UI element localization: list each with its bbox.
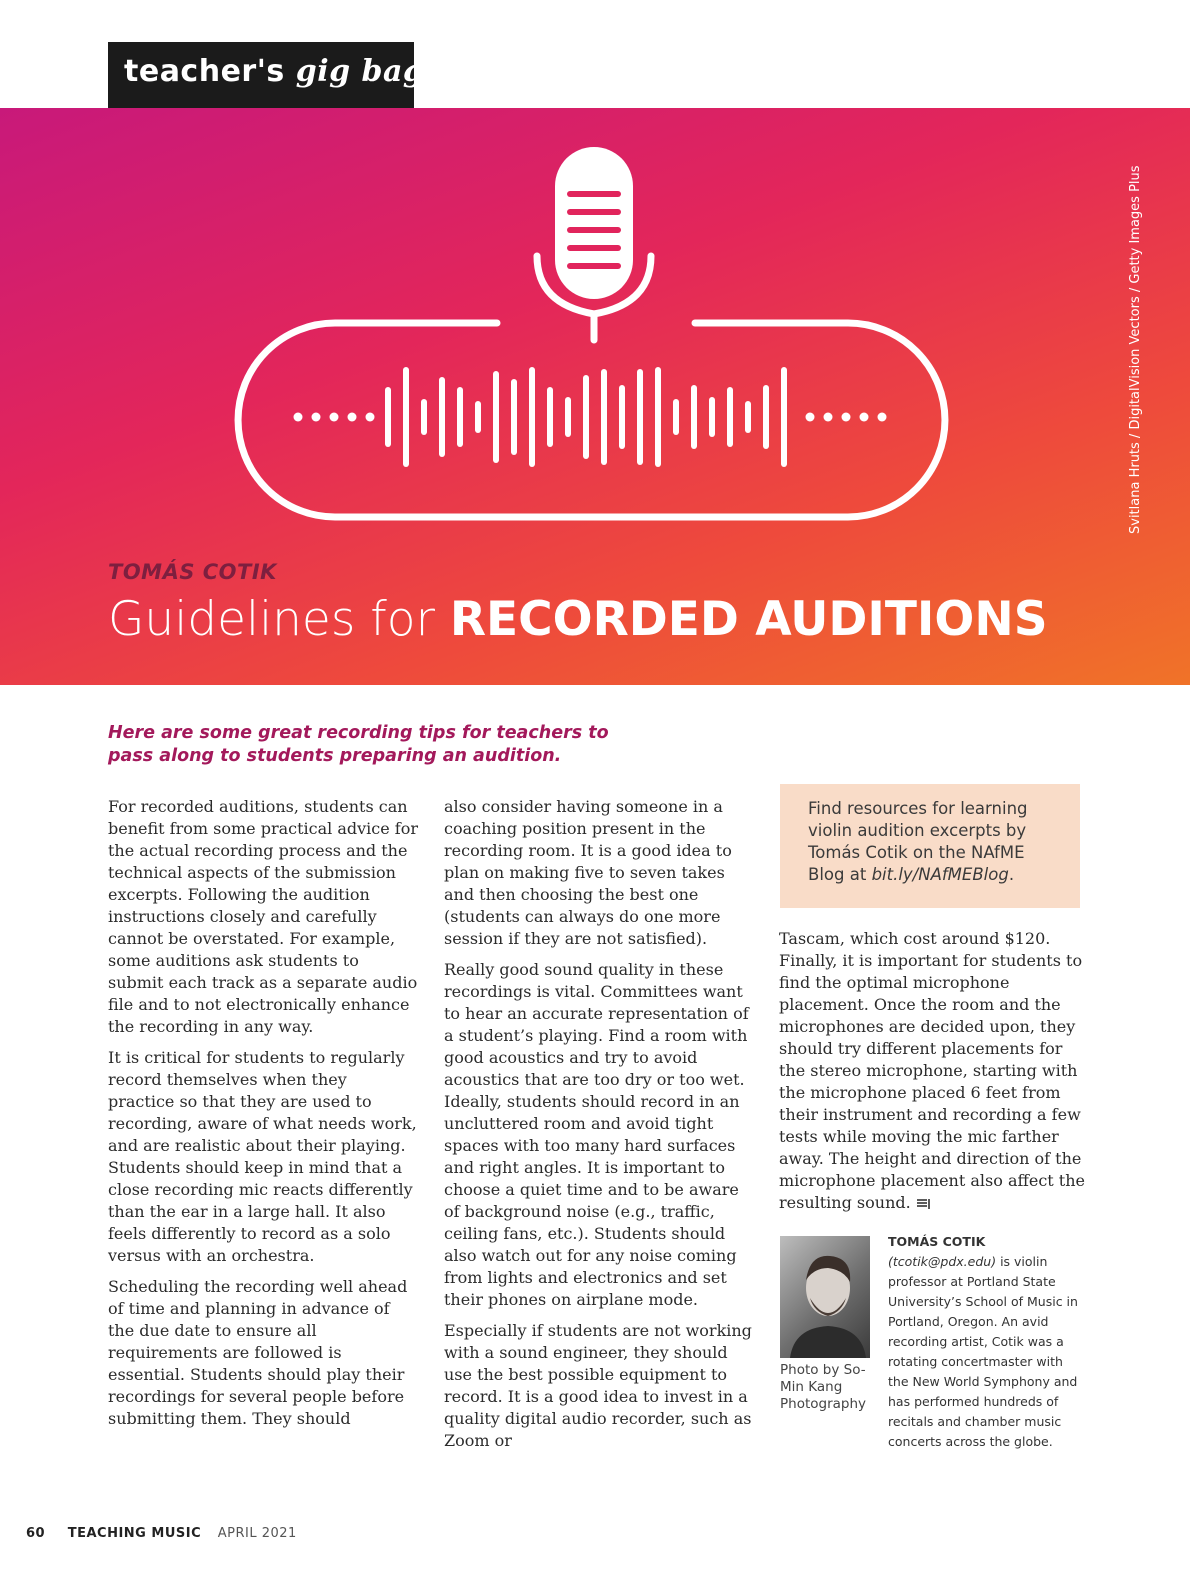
paragraph: Especially if students are not working with a sound engineer, they should use the best possible equipment to record. It is a good idea to invest in a quality digital audio recorder, such as Zoom or	[444, 1321, 752, 1450]
text-column-2	[444, 796, 754, 1461]
text-column-3	[779, 928, 1089, 1223]
author-bio	[888, 1232, 1078, 1452]
author-photo	[780, 1236, 870, 1358]
bio-text: is violin professor at Portland State University’s School of Music in Portland, Oregon. An avid recording artist, Cotik was a rotating concertmaster with the New World Symphony and has performed hundreds of recitals and chamber music concerts across the globe.	[888, 1254, 1078, 1449]
magazine-name: TEACHING MUSIC	[67, 1526, 202, 1541]
bio-email[interactable]: (tcotik@pdx.edu)	[888, 1254, 997, 1269]
article-title-light: Guidelines for	[108, 592, 435, 647]
bio-name: TOMÁS COTIK	[888, 1234, 986, 1249]
author-portrait-icon	[780, 1236, 870, 1358]
article-title	[108, 592, 1048, 647]
paragraph: It is critical for students to regularly record themselves when they practice so that they are used to recording, aware of what needs work, and are realistic about their playing. Students should keep in mind that a close recording mic reacts differently than the ear in a large hall. It also feels differently to record as a solo versus with an orchestra.	[108, 1048, 417, 1265]
section-tag-prefix: teacher's	[124, 54, 285, 89]
paragraph	[779, 928, 1089, 1214]
section-tag	[108, 42, 425, 109]
section-tag-emphasis: gig bag	[295, 54, 425, 89]
author-byline: TOMÁS COTIK	[108, 560, 277, 584]
photo-credit: Photo by So-Min Kang Photography	[780, 1362, 867, 1412]
article-title-bold: RECORDED AUDITIONS	[449, 592, 1048, 647]
photo-credit-vertical: Svitlana Hruts / DigitalVision Vectors / Getty Images Plus	[1128, 165, 1143, 534]
page-footer	[26, 1526, 297, 1541]
paragraph: Really good sound quality in these recordings is vital. Committees want to hear an accurate representation of a student’s playing. Find a room with good acoustics and try to avoid acoustics that are too dry or too wet. Ideally, students should record in an uncluttered room and avoid tight spaces with too many hard surfaces and right angles. It is important to choose a quiet time and to be aware of background noise (e.g., traffic, ceiling fans, etc.). Students should also watch out for any noise coming from lights and electronics and set their phones on airplane mode.	[444, 960, 749, 1309]
paragraph-text: Tascam, which cost around $120. Finally, it is important for students to find the optimal microphone placement. Once the room and the microphones are decided upon, they should try different placements for the stereo microphone, starting with the microphone placed 6 feet from their instrument and recording a few tests while moving the mic farther away. The height and direction of the microphone placement also affect the resulting sound.	[779, 929, 1085, 1212]
paragraph: also consider having someone in a coaching position present in the recording room. It is a good idea to plan on making five to seven takes and then choosing the best one (students can always do one more session if they are not satisfied).	[444, 797, 732, 948]
text-column-1	[108, 796, 418, 1439]
sidebar-text: Find resources for learning violin audition excerpts by Tomás Cotik on the NAfME Blog at	[808, 799, 1028, 884]
issue-date: APRIL 2021	[217, 1526, 297, 1541]
article-deck: Here are some great recording tips for teachers to pass along to students preparing an audition.	[108, 723, 609, 766]
resources-sidebar	[780, 784, 1080, 908]
end-of-article-icon	[917, 1198, 931, 1210]
page-number: 60	[26, 1526, 46, 1541]
sidebar-link[interactable]: bit.ly/NAfMEBlog	[871, 865, 1009, 884]
paragraph: For recorded auditions, students can benefit from some practical advice for the actual recording process and the technical aspects of the submission excerpts. Following the audition instructions closely and carefully cannot be overstated. For example, some auditions ask students to submit each track as a separate audio file and to not electronically enhance the recording in any way.	[108, 797, 418, 1036]
paragraph: Scheduling the recording well ahead of time and planning in advance of the due date to ensure all requirements are followed is essential. Students should play their recordings for several people before submitting them. They should	[108, 1277, 408, 1428]
sidebar-suffix: .	[1008, 865, 1015, 884]
